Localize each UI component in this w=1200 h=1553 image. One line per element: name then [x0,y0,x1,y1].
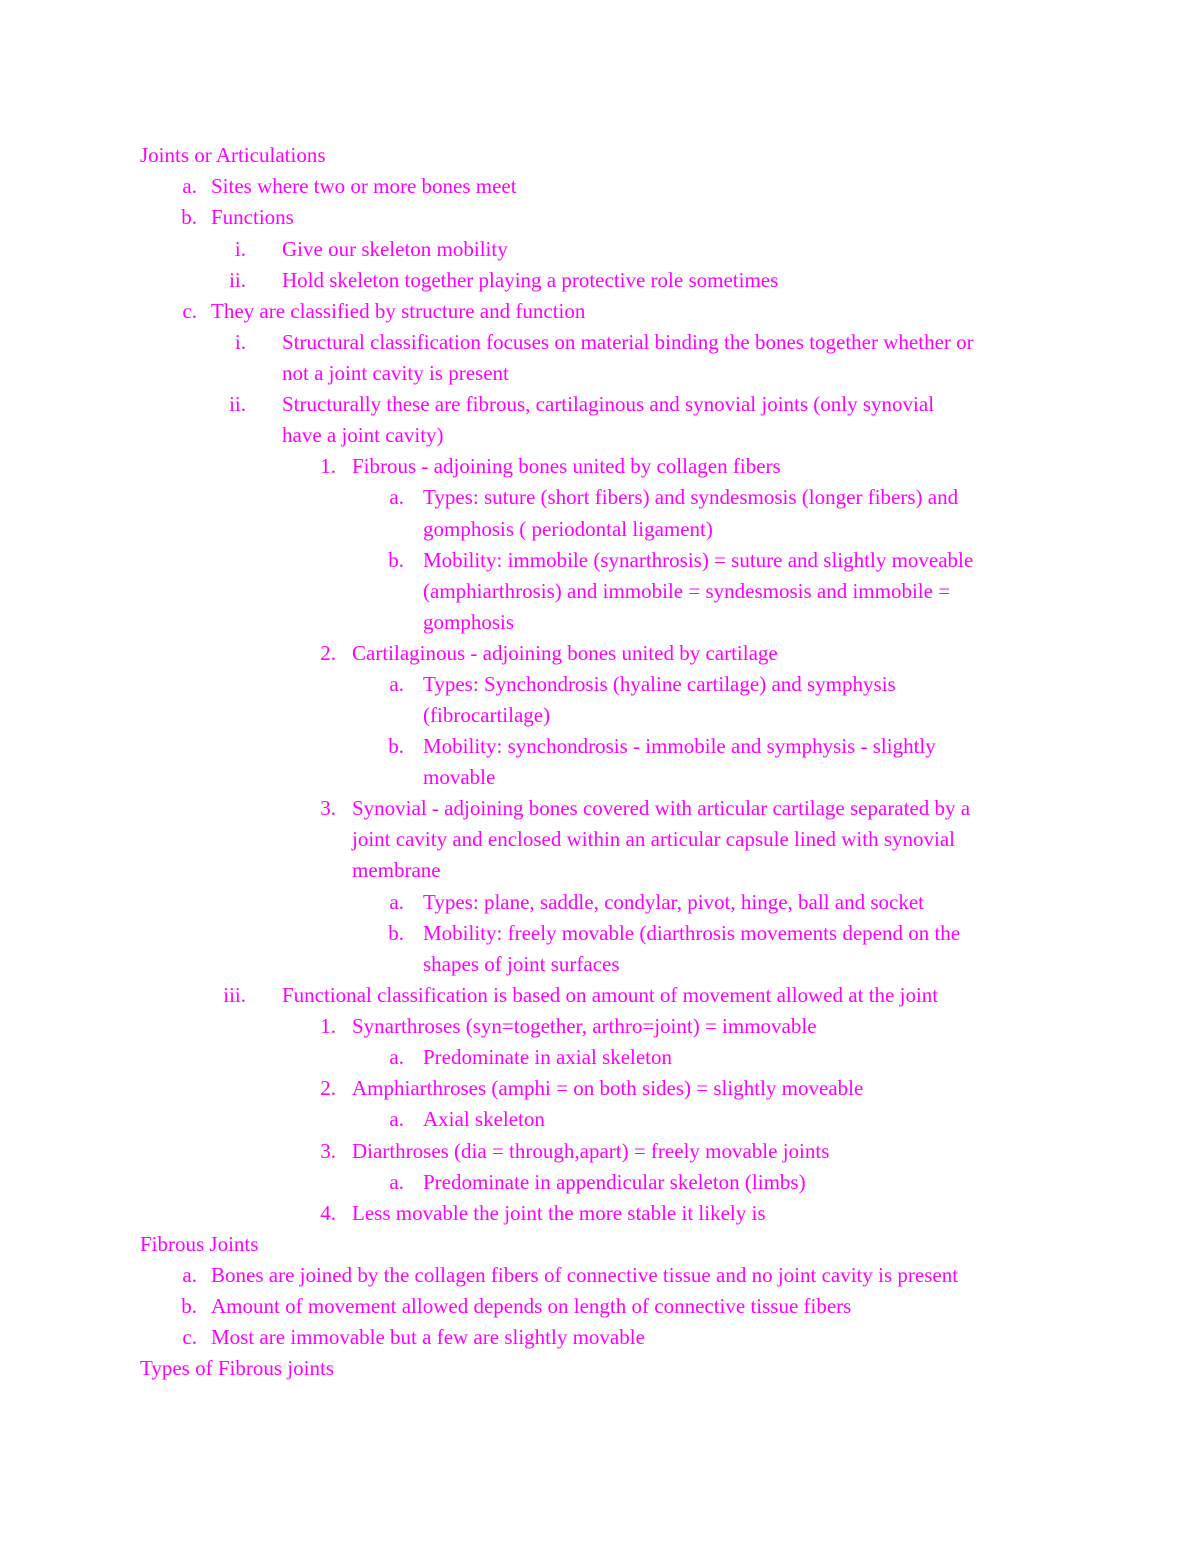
outline-line [0,731,1200,762]
list-marker: ii. [229,392,246,416]
list-item-text: Types: Synchondrosis (hyaline cartilage) and symphysis [423,672,896,696]
list-item-text: They are classified by structure and function [211,299,586,323]
list-item-text: Synarthroses (syn=together, arthro=joint) = immovable [352,1014,817,1038]
list-item-text: Functional classification is based on amount of movement allowed at the joint [282,983,939,1007]
list-marker: 1. [320,454,336,478]
list-marker: 2. [320,1076,336,1100]
outline-line [0,949,1200,980]
outline-line [0,420,1200,451]
heading-text: gomphosis [423,610,515,634]
list-marker: a. [389,672,404,696]
list-marker: c. [182,299,197,323]
outline-line [0,234,1200,265]
outline-line [0,389,1200,420]
list-item-text: Functions [211,205,294,229]
list-item-text: Axial skeleton [423,1107,545,1131]
list-item-text: Structural classification focuses on material binding the bones together whether or [282,330,974,354]
list-item-text: Synovial - adjoining bones covered with articular cartilage separated by a [352,796,971,820]
outline-line [0,1011,1200,1042]
outline-line [0,1322,1200,1353]
outline-line [0,918,1200,949]
outline-line [0,327,1200,358]
outline-line [0,824,1200,855]
heading-text: gomphosis ( periodontal ligament) [423,517,713,541]
outline-line [0,1167,1200,1198]
list-item-text: Amount of movement allowed depends on length of connective tissue fibers [211,1294,852,1318]
list-marker: 4. [320,1201,336,1225]
list-marker: c. [182,1325,197,1349]
heading-text: Joints or Articulations [140,143,326,167]
list-marker: a. [389,1045,404,1069]
list-marker: i. [234,237,246,261]
outline-line [0,451,1200,482]
heading-text: Types of Fibrous joints [140,1356,334,1380]
outline-line [0,545,1200,576]
heading-text: movable [423,765,496,789]
outline-line [0,887,1200,918]
outline-line [0,171,1200,202]
outline-line [0,140,1200,171]
list-item-text: Predominate in appendicular skeleton (limbs) [423,1170,806,1194]
outline-line [0,855,1200,886]
heading-text: joint cavity and enclosed within an articular capsule lined with synovial [352,827,956,851]
list-marker: b. [181,1294,197,1318]
outline-line [0,762,1200,793]
outline-line [0,638,1200,669]
list-marker: b. [181,205,197,229]
list-marker: a. [182,1263,197,1287]
list-marker: 3. [320,1139,336,1163]
list-item-text: Bones are joined by the collagen fibers of connective tissue and no joint cavity is present [211,1263,959,1287]
list-item-text: Types: suture (short fibers) and syndesmosis (longer fibers) and [423,485,959,509]
list-item-text: Mobility: freely movable (diarthrosis movements depend on the [423,921,961,945]
heading-text: Fibrous Joints [140,1232,259,1256]
outline-line [0,202,1200,233]
heading-text: have a joint cavity) [282,423,444,447]
outline-line [0,358,1200,389]
outline-line [0,669,1200,700]
list-marker: b. [388,734,404,758]
list-marker: b. [388,548,404,572]
list-item-text: Fibrous - adjoining bones united by collagen fibers [352,454,781,478]
list-marker: 3. [320,796,336,820]
outline-line [0,1198,1200,1229]
list-marker: a. [389,1107,404,1131]
outline-line [0,980,1200,1011]
heading-text: shapes of joint surfaces [423,952,620,976]
outline-line [0,1104,1200,1135]
list-marker: a. [389,1170,404,1194]
list-item-text: Hold skeleton together playing a protective role sometimes [282,268,779,292]
outline-line [0,482,1200,513]
outline-line [0,1136,1200,1167]
outline-line [0,793,1200,824]
list-item-text: Diarthroses (dia = through,apart) = freely movable joints [352,1139,830,1163]
list-item-text: Most are immovable but a few are slightly movable [211,1325,645,1349]
heading-text: membrane [352,858,441,882]
list-item-text: Sites where two or more bones meet [211,174,517,198]
outline-line [0,700,1200,731]
outline-line [0,265,1200,296]
list-item-text: Mobility: immobile (synarthrosis) = suture and slightly moveable [423,548,974,572]
outline-line [0,1353,1200,1384]
outline-line [0,576,1200,607]
list-item-text: Structurally these are fibrous, cartilaginous and synovial joints (only synovial [282,392,935,416]
outline-line [0,1073,1200,1104]
list-marker: 1. [320,1014,336,1038]
list-marker: a. [389,485,404,509]
list-item-text: Mobility: synchondrosis - immobile and symphysis - slightly [423,734,936,758]
list-marker: b. [388,921,404,945]
list-item-text: Less movable the joint the more stable it likely is [352,1201,766,1225]
heading-text: (amphiarthrosis) and immobile = syndesmosis and immobile = [423,579,951,603]
outline-line [0,607,1200,638]
list-marker: a. [389,890,404,914]
list-marker: ii. [229,268,246,292]
list-item-text: Amphiarthroses (amphi = on both sides) = slightly moveable [352,1076,864,1100]
outline-line [0,296,1200,327]
outline-line [0,1260,1200,1291]
list-marker: a. [182,174,197,198]
list-item-text: Cartilaginous - adjoining bones united by cartilage [352,641,778,665]
outline-line [0,1042,1200,1073]
outline-line [0,1291,1200,1322]
list-item-text: Give our skeleton mobility [282,237,508,261]
list-item-text: Predominate in axial skeleton [423,1045,673,1069]
heading-text: not a joint cavity is present [282,361,509,385]
list-marker: 2. [320,641,336,665]
list-marker: i. [234,330,246,354]
outline-line [0,514,1200,545]
outline-line [0,1229,1200,1260]
heading-text: (fibrocartilage) [423,703,551,727]
list-marker: iii. [223,983,246,1007]
list-item-text: Types: plane, saddle, condylar, pivot, hinge, ball and socket [423,890,924,914]
